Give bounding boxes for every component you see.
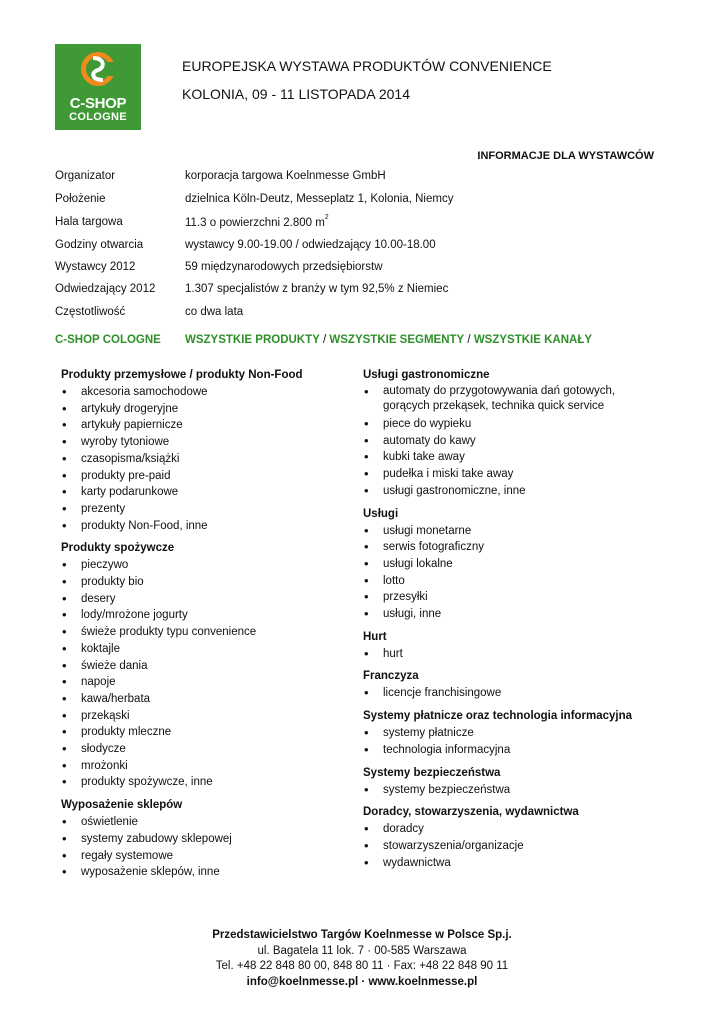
list-item: • doradcy	[363, 821, 663, 838]
list-item: • stowarzyszenia/organizacje	[363, 838, 663, 855]
info-value: co dwa lata	[185, 306, 244, 318]
list-item: • usługi, inne	[363, 606, 663, 623]
category-title: Doradcy, stowarzyszenia, wydawnictwa	[363, 806, 579, 819]
list-item: • lotto	[363, 573, 663, 590]
list-item: • pieczywo	[61, 557, 341, 574]
info-value-wrapper	[185, 216, 329, 229]
list-item: • lody/mrożone jogurty	[61, 607, 341, 624]
list-item: • produkty spożywcze, inne	[61, 774, 341, 791]
list-item: • automaty do przygotowywania dań gotowych, gorących przekąsek, technika quick service	[363, 384, 663, 414]
category-title: Franczyza	[363, 670, 419, 683]
list-item: • produkty Non-Food, inne	[61, 518, 341, 535]
superscript: 2	[324, 214, 329, 221]
list-item: • kawa/herbata	[61, 691, 341, 708]
category-list	[61, 384, 341, 534]
info-value: 59 międzynarodowych przedsiębiorstw	[185, 261, 383, 273]
footer-phone: Tel. +48 22 848 80 00, 848 80 11 · Fax: +48 22 848 90 11	[215, 960, 509, 972]
list-item: • oświetlenie	[61, 814, 341, 831]
left-category-column	[61, 368, 341, 888]
list-item: • przesyłki	[363, 589, 663, 606]
category-title: Hurt	[363, 630, 387, 643]
cshop-tagline	[185, 334, 592, 346]
tagline-separator: /	[319, 334, 330, 346]
list-item: • technologia informacyjna	[363, 742, 663, 759]
footer-address: ul. Bagatela 11 lok. 7 · 00-585 Warszawa	[257, 944, 467, 957]
info-value: wystawcy 9.00-19.00 / odwiedzający 10.00-18.00	[185, 239, 436, 251]
info-label: Organizator	[55, 170, 116, 182]
info-label: Hala targowa	[55, 216, 123, 228]
list-item: • świeże produkty typu convenience	[61, 624, 341, 641]
tagline-part: WSZYSTKIE SEGMENTY	[329, 334, 465, 346]
cshop-label: C-SHOP COLOGNE	[55, 334, 161, 346]
tagline-part: WSZYSTKIE PRODUKTY	[185, 334, 320, 346]
info-value: korporacja targowa Koelnmesse GmbH	[185, 170, 386, 182]
list-item: • artykuły drogeryjne	[61, 401, 341, 418]
category-title: Usługi gastronomiczne	[363, 369, 490, 381]
category-title: Usługi	[363, 507, 399, 520]
info-heading: INFORMACJE DLA WYSTAWCÓW	[477, 150, 654, 162]
footer	[0, 928, 724, 990]
list-item: • regały systemowe	[61, 848, 341, 865]
list-item: • akcesoria samochodowe	[61, 384, 341, 401]
list-item: • serwis fotograficzny	[363, 539, 663, 556]
list-item: • wyroby tytoniowe	[61, 434, 341, 451]
logo-text-line2: COLOGNE	[69, 111, 127, 123]
footer-company: Przedstawicielstwo Targów Koelnmesse w Polsce Sp.j.	[212, 929, 512, 941]
list-item: • karty podarunkowe	[61, 484, 341, 501]
category-list	[363, 685, 663, 702]
list-item: • usługi monetarne	[363, 523, 663, 540]
list-item: • licencje franchisingowe	[363, 685, 663, 702]
list-item: • słodycze	[61, 741, 341, 758]
list-item: • wydawnictwa	[363, 855, 663, 872]
list-item: • mrożonki	[61, 758, 341, 775]
category-list	[363, 782, 663, 799]
info-value: 11.3 o powierzchni 2.800 m	[185, 216, 325, 229]
list-item: • systemy bezpieczeństwa	[363, 782, 663, 799]
list-item: • hurt	[363, 646, 663, 663]
category-list	[363, 821, 663, 871]
list-item: • desery	[61, 591, 341, 608]
info-label: Położenie	[55, 193, 106, 205]
document-title: EUROPEJSKA WYSTAWA PRODUKTÓW CONVENIENCE	[182, 58, 552, 74]
c-shop-logo	[55, 44, 141, 130]
info-value: dzielnica Köln-Deutz, Messeplatz 1, Kolonia, Niemcy	[185, 193, 454, 205]
category-list	[61, 557, 341, 791]
info-label: Częstotliwość	[55, 306, 126, 318]
list-item: • kubki take away	[363, 449, 663, 466]
info-label: Godziny otwarcia	[55, 239, 144, 251]
list-item: • usługi gastronomiczne, inne	[363, 483, 663, 500]
category-title: Produkty spożywcze	[61, 542, 175, 555]
document-subtitle: KOLONIA, 09 - 11 LISTOPADA 2014	[182, 86, 411, 102]
list-item: • koktajle	[61, 641, 341, 658]
tagline-separator: /	[464, 334, 474, 346]
list-item: • usługi lokalne	[363, 556, 663, 573]
info-label: Odwiedzający 2012	[55, 283, 156, 295]
category-title: Systemy płatnicze oraz technologia informacyjna	[363, 710, 633, 723]
category-list	[363, 523, 663, 623]
logo-text-line1: C-SHOP	[69, 95, 127, 112]
list-item: • prezenty	[61, 501, 341, 518]
list-item: • pudełka i miski take away	[363, 466, 663, 483]
list-item: • artykuły papiernicze	[61, 417, 341, 434]
list-item: • automaty do kawy	[363, 433, 663, 450]
list-item: • napoje	[61, 674, 341, 691]
right-category-column	[363, 368, 663, 878]
list-item: • wyposażenie sklepów, inne	[61, 864, 341, 881]
list-item: • produkty pre-paid	[61, 468, 341, 485]
category-title: Produkty przemysłowe / produkty Non-Food	[61, 369, 303, 381]
footer-contact-links[interactable]: info@koelnmesse.pl · www.koelnmesse.pl	[246, 975, 478, 988]
tagline-part: WSZYSTKIE KANAŁY	[473, 334, 593, 346]
category-title: Wyposażenie sklepów	[61, 799, 183, 812]
category-list	[363, 646, 663, 663]
list-item: • czasopisma/książki	[61, 451, 341, 468]
list-item: • produkty bio	[61, 574, 341, 591]
list-item: • przekąski	[61, 708, 341, 725]
list-item: • świeże dania	[61, 658, 341, 675]
list-item: • systemy zabudowy sklepowej	[61, 831, 341, 848]
list-item: • piece do wypieku	[363, 416, 663, 433]
info-value: 1.307 specjalistów z branży w tym 92,5% z Niemiec	[185, 283, 449, 295]
category-list	[61, 814, 341, 881]
info-label: Wystawcy 2012	[55, 261, 136, 273]
category-title: Systemy bezpieczeństwa	[363, 766, 501, 779]
category-list	[363, 725, 663, 758]
category-list	[363, 384, 663, 500]
list-item: • produkty mleczne	[61, 724, 341, 741]
list-item: • systemy płatnicze	[363, 725, 663, 742]
